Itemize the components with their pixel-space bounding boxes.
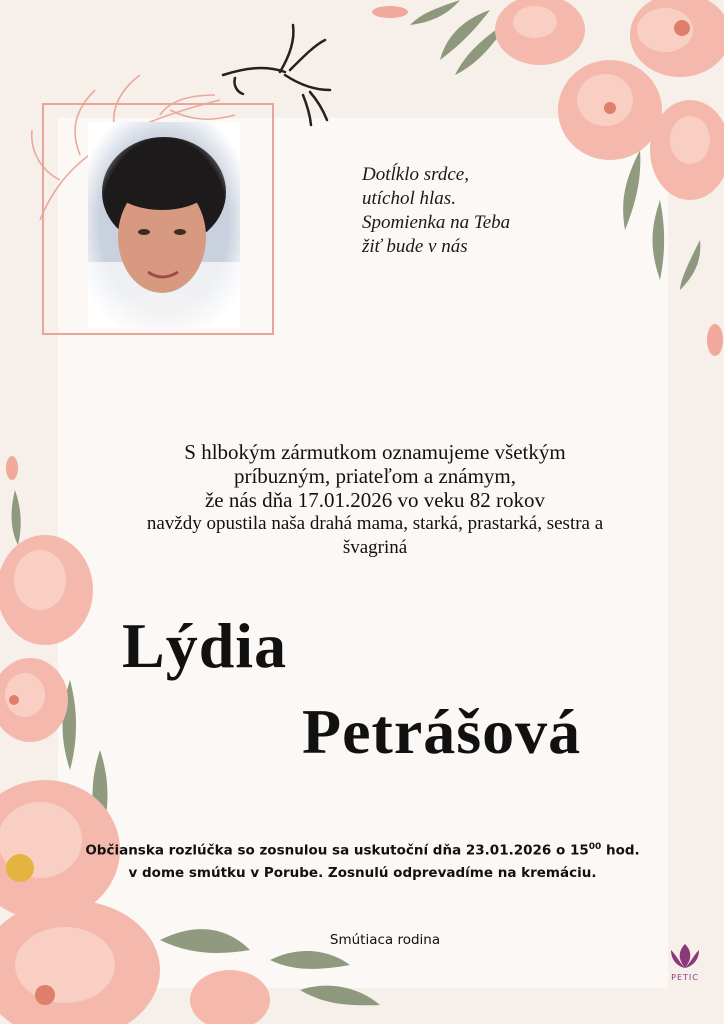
poem-line: žiť bude v nás <box>362 236 468 257</box>
portrait-photo <box>88 122 240 328</box>
ceremony-time-suffix: hod. <box>601 842 640 859</box>
ceremony-line: v dome smútku v Porube. Zosnulú odprevadíme na kremáciu. <box>128 864 597 881</box>
deceased-first-name: Lýdia <box>122 610 288 681</box>
announcement-line: švagriná <box>342 537 408 558</box>
ceremony-line <box>80 836 645 862</box>
poem <box>362 163 602 259</box>
announcement-line: že nás dňa 17.01.2026 vo veku 82 rokov <box>204 488 546 512</box>
ceremony-text: Občianska rozlúčka so zosnulou sa uskutoční dňa 23.01.2026 o 15 <box>85 842 589 859</box>
poem-line: Spomienka na Teba <box>362 212 511 233</box>
announcement-line: príbuzným, priateľom a známym, <box>233 464 517 488</box>
ceremony-time-minutes: 00 <box>588 842 602 852</box>
announcement-line: S hlbokým zármutkom oznamujeme všetkým <box>184 440 566 464</box>
poem-line: Dotĺklo srdce, <box>362 164 469 185</box>
deceased-last-name: Petrášová <box>302 696 582 767</box>
ceremony-info <box>80 836 645 884</box>
announcement-line: navždy opustila naša drahá mama, starká, prastarká, sestra a <box>146 513 604 534</box>
tulip-logo-icon <box>665 942 705 970</box>
announcement <box>120 440 630 560</box>
logo-text: PETIC <box>671 973 699 982</box>
petic-logo <box>660 942 710 988</box>
family-signature: Smútiaca rodina <box>329 932 441 948</box>
poem-line: utíchol hlas. <box>362 188 456 209</box>
